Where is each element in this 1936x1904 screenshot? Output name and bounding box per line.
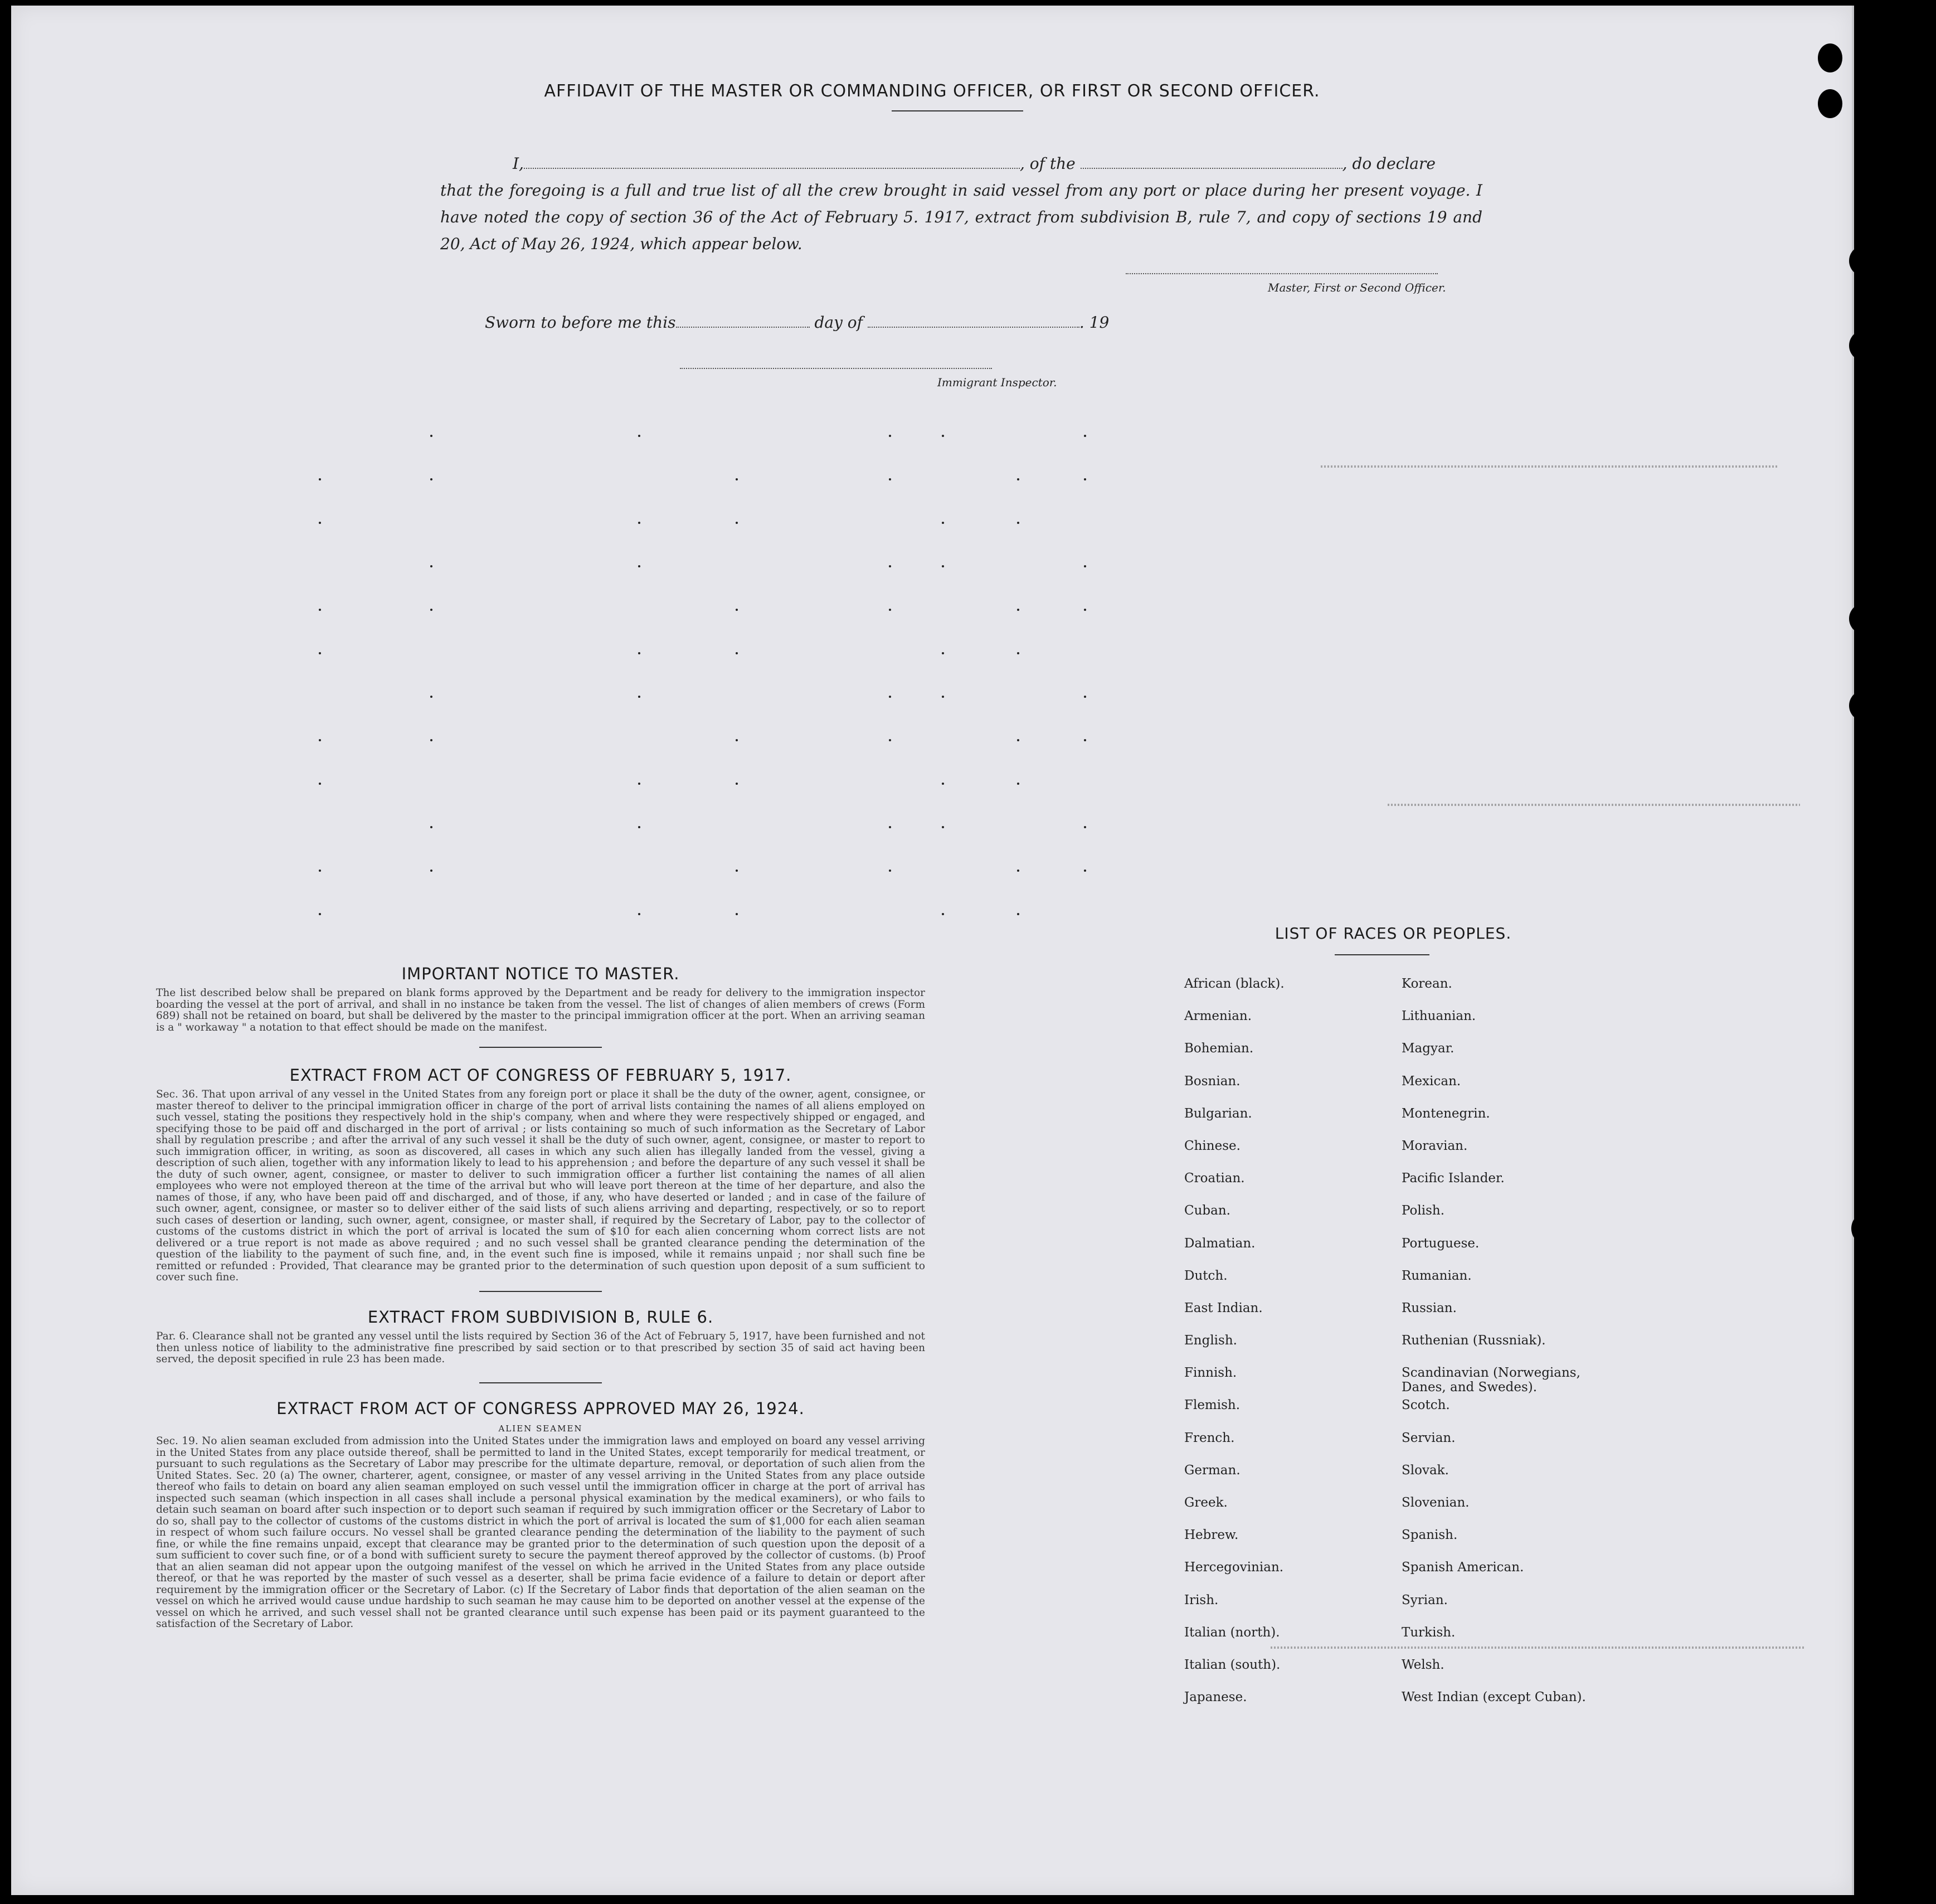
race-item: Russian. (1402, 1300, 1457, 1315)
sworn-line (485, 313, 1109, 332)
race-item: Hebrew. (1184, 1528, 1239, 1543)
races-right-column (1402, 977, 1602, 1722)
scan-speck (1084, 696, 1086, 698)
scan-speck (319, 783, 321, 785)
binder-hole (1858, 1574, 1883, 1603)
declarant-line (440, 150, 1482, 177)
binder-hole (1849, 245, 1880, 276)
race-item: Dutch. (1184, 1268, 1228, 1283)
scan-speck (889, 478, 891, 480)
of-the-label: , of the (1019, 154, 1076, 173)
binder-hole (1858, 1309, 1883, 1338)
race-item: Ruthenian (Russniak). (1402, 1333, 1546, 1348)
scan-speck (736, 783, 738, 785)
race-item: Italian (north). (1184, 1625, 1280, 1640)
scan-speck (889, 609, 891, 611)
scan-speck (942, 522, 944, 524)
scan-speck (638, 522, 640, 524)
vessel-field (1081, 168, 1342, 169)
race-item: Slovenian. (1402, 1495, 1470, 1510)
race-item: Rumanian. (1402, 1268, 1472, 1283)
scan-speck (736, 609, 738, 611)
race-item: Syrian. (1402, 1592, 1448, 1607)
scan-speck (1084, 478, 1086, 480)
race-item: East Indian. (1184, 1300, 1263, 1315)
scan-speck (1017, 783, 1019, 785)
master-signature-line (1126, 273, 1438, 274)
race-item: Mexican. (1402, 1074, 1461, 1089)
scan-speck (736, 739, 738, 741)
race-item: Greek. (1184, 1495, 1228, 1510)
scan-speck (1084, 609, 1086, 611)
race-item: Korean. (1402, 977, 1452, 991)
scan-speck (942, 435, 944, 437)
race-item: Lithuanian. (1402, 1009, 1476, 1024)
scan-speck (889, 435, 891, 437)
notice-rule (479, 1047, 602, 1048)
binder-hole (1849, 330, 1880, 361)
scan-speck (889, 826, 891, 828)
scan-speck (638, 696, 640, 698)
scan-speck (638, 435, 640, 437)
sworn-label: Sworn to before me this (485, 313, 676, 332)
race-item: Japanese. (1184, 1690, 1247, 1705)
act-1917-text: Sec. 36. That upon arrival of any vessel in the United States from any foreign port or place it shall be the duty of the owner, agent, consignee, or master thereof to deliver to the principal immigration officer in charge of the port of arrival lists containing the names of all aliens employed on such vessel, stating the positions they respectively hold in the ship's company, when and where they were respectively shipped or engaged, and specifying those to be paid off and discharged in the port of arrival ; or lists containing so much of such information as the Secretary of Labor shall by regulation prescribe ; and after the arrival of any such vessel it shall be the duty of such owner, agent, consignee, or master to report to such immigration officer, in writing, as soon as discovered, all cases in which any such alien has illegally landed from the vessel, giving a description of such alien, together with any information likely to lead to his apprehension ; and before the departure of any such vessel it shall be the duty of such owner, agent, consignee, or master to deliver to such immigration officer a further list containing the names of all alien employees who were not employed thereon at the time of the arrival but who will leave port thereon at the time of her departure, and also the names of those, if any, who have been paid off and discharged, and of those, if any, who have deserted or landed ; and in case of the failure of such owner, agent, consignee, or master so to deliver either of the said lists of such aliens arriving and departing, respectively, or so to report such cases of desertion or landing, such owner, agent, consignee, or master shall, if required by the Secretary of Labor, pay to the collector of customs of the customs district in which the port of arrival is located the sum of $10 for each alien concerning whom correct lists are not delivered or a true report is not made as above required ; and no such vessel shall be granted clearance pending the determination of the question of the liability to the payment of such fine, and, in the event such fine is imposed, while it remains unpaid ; nor shall such fine be remitted or refunded : Provided, That clearance may be granted prior to the determination of such question upon deposit of a sum sufficient to cover such fine. (156, 1089, 925, 1283)
race-item: Spanish American. (1402, 1560, 1524, 1575)
scan-smear (1271, 1646, 1806, 1649)
race-item: Finnish. (1184, 1366, 1237, 1381)
inspector-signature-line (680, 368, 992, 369)
race-item: Scandinavian (Norwegians, Danes, and Swedes). (1402, 1366, 1580, 1395)
scan-speck (889, 696, 891, 698)
binder-hole (1818, 43, 1842, 72)
binder-hole (1851, 1214, 1876, 1243)
scan-speck (638, 913, 640, 915)
race-item: English. (1184, 1333, 1237, 1348)
scan-speck (736, 652, 738, 654)
race-item: Servian. (1402, 1430, 1456, 1445)
race-item: Magyar. (1402, 1041, 1455, 1056)
scan-speck (736, 870, 738, 872)
inspector-signature-label: Immigrant Inspector. (937, 376, 1057, 389)
declaration-text: that the foregoing is a full and true list of all the crew brought in said vessel from any port or place during her present voyage. I have noted the copy of section 36 of the Act of February 5. 1917, extract from subdivision B, rule 7, and copy of sections 19 and 20, Act of May 26, 1924, which appear below. (440, 181, 1482, 253)
document-sheet (11, 6, 1853, 1895)
scan-speck (319, 913, 321, 915)
scan-speck (1017, 609, 1019, 611)
i-label: I, (513, 154, 524, 173)
do-declare-label: , do declare (1342, 154, 1436, 173)
scan-speck (736, 913, 738, 915)
scan-speck (638, 565, 640, 567)
scan-speck (736, 478, 738, 480)
rule-6-rule (479, 1382, 602, 1383)
scan-speck (430, 609, 432, 611)
sworn-month-field (868, 327, 1079, 328)
sworn-day-field (676, 327, 810, 328)
act-1924-title: EXTRACT FROM ACT OF CONGRESS APPROVED MAY 26, 1924. (276, 1399, 805, 1418)
scan-speck (319, 609, 321, 611)
races-left-column (1184, 977, 1374, 1722)
scan-speck (319, 739, 321, 741)
race-item: West Indian (except Cuban). (1402, 1690, 1586, 1705)
scan-speck (1017, 478, 1019, 480)
scan-speck (942, 696, 944, 698)
race-item: Italian (south). (1184, 1657, 1281, 1672)
race-item: Slovak. (1402, 1463, 1449, 1478)
race-item: Bulgarian. (1184, 1106, 1252, 1121)
title-rule (892, 110, 1023, 111)
race-item: Welsh. (1402, 1657, 1444, 1672)
race-item: Pacific Islander. (1402, 1171, 1505, 1186)
act-1924-subtitle: ALIEN SEAMEN (498, 1424, 583, 1434)
race-item: Hercegovinian. (1184, 1560, 1284, 1575)
scan-speck (430, 565, 432, 567)
scan-speck (889, 565, 891, 567)
scan-speck (942, 652, 944, 654)
race-item: Chinese. (1184, 1138, 1241, 1153)
scan-speck (1084, 870, 1086, 872)
rule-6-title: EXTRACT FROM SUBDIVISION B, RULE 6. (367, 1308, 714, 1327)
scan-speck (319, 652, 321, 654)
race-item: Dalmatian. (1184, 1236, 1256, 1251)
scan-speck (1017, 739, 1019, 741)
scan-speck (1017, 522, 1019, 524)
scan-speck (430, 435, 432, 437)
scan-smear (1321, 465, 1778, 468)
scan-speck (1084, 435, 1086, 437)
races-rule (1335, 954, 1429, 955)
race-item: French. (1184, 1430, 1235, 1445)
act-1917-title: EXTRACT FROM ACT OF CONGRESS OF FEBRUARY 5, 1917. (289, 1066, 792, 1085)
scan-speck (1017, 652, 1019, 654)
race-item: Turkish. (1402, 1625, 1456, 1640)
act-1924-text: Sec. 19. No alien seaman excluded from admission into the United States under the immigration laws and employed on board any vessel arriving in the United States from any place outside thereof, shall be permitted to land in the United States, except temporarily for medical treatment, or pursuant to such regulations as the Secretary of Labor may prescribe for the ultimate departure, removal, or deportation of such alien from the United States. Sec. 20 (a) The owner, charterer, agent, consignee, or master of any vessel arriving in the United States from any place outside thereof who fails to detain on board any alien seaman employed on such vessel until the immigration officer in charge at the port of arrival has inspected such seaman (which inspection in all cases shall include a personal physical examination by the medical examiners), or who fails to detain such seaman on board after such inspection or to deport such seaman if required by such immigration officer or the Secretary of Labor to do so, shall pay to the collector of customs of the customs district in which the port of arrival is located the sum of $1,000 for each alien seaman in respect of whom such failure occurs. No vessel shall be granted clearance pending the determination of the liability to the payment of such fine, or while the fine remains unpaid, except that clearance may be granted prior to the determination of such question upon the deposit of a sum sufficient to cover such fine, or of a bond with sufficient surety to secure the payment thereof approved by the collector of customs. (b) Proof that an alien seaman did not appear upon the outgoing manifest of the vessel on which he arrived in the United States from any place outside thereof, or that he was reported by the master of such vessel as a deserter, shall be prima facie evidence of a failure to detain or deport after requirement by the immigration officer or the Secretary of Labor. (c) If the Secretary of Labor finds that deportation of the alien seaman on the vessel on which he arrived would cause undue hardship to such seaman he may cause him to be deported on another vessel at the expense of the vessel on which he arrived, and such vessel shall not be granted clearance until such expense has been paid or its payment guaranteed to the satisfaction of the Secretary of Labor. (156, 1435, 925, 1630)
notice-text: The list described below shall be prepared on blank forms approved by the Department and be ready for delivery to the immigration inspector boarding the vessel at the port of arrival, and shall in no instance be taken from the vessel. The list of changes of alien members of crews (Form 689) shall not be retained on board, but shall be delivered by the master to the principal immigration officer at the port. When an arriving seaman is a " workaway " a notation to that effect should be made on the manifest. (156, 987, 925, 1033)
scan-speck (1017, 870, 1019, 872)
master-signature-label: Master, First or Second Officer. (1268, 281, 1446, 294)
scan-speck (430, 478, 432, 480)
affidavit-body (440, 150, 1482, 258)
race-item: Portuguese. (1402, 1236, 1480, 1251)
scan-speck (638, 652, 640, 654)
scan-speck (1017, 913, 1019, 915)
scan-speck (942, 565, 944, 567)
race-item: Bosnian. (1184, 1074, 1241, 1089)
day-of-label: day of (814, 313, 863, 332)
race-item: African (black). (1184, 977, 1285, 991)
scan-speck (736, 522, 738, 524)
scan-speck (319, 870, 321, 872)
race-item: Polish. (1402, 1203, 1445, 1218)
race-item: Bohemian. (1184, 1041, 1254, 1056)
scan-speck (942, 783, 944, 785)
scan-speck (638, 826, 640, 828)
race-item: Armenian. (1184, 1009, 1252, 1024)
scan-speck (889, 870, 891, 872)
binder-hole (1858, 1665, 1883, 1694)
race-item: Montenegrin. (1402, 1106, 1490, 1121)
scan-speck (319, 478, 321, 480)
scan-speck (1084, 565, 1086, 567)
rule-6-text: Par. 6. Clearance shall not be granted any vessel until the lists required by Section 36 of the Act of February 5, 1917, have been furnished and not then unless notice of liability to the administrative fine prescribed by said section or to that prescribed by section 35 of said act having been served, the deposit specified in rule 23 has been made. (156, 1330, 925, 1365)
scan-speck (430, 870, 432, 872)
scan-smear (1388, 804, 1800, 806)
scan-speck (430, 739, 432, 741)
notice-title: IMPORTANT NOTICE TO MASTER. (401, 964, 680, 983)
binder-hole (1818, 89, 1842, 118)
race-item: Croatian. (1184, 1171, 1245, 1186)
race-item: Moravian. (1402, 1138, 1468, 1153)
scan-speck (942, 826, 944, 828)
scan-speck (430, 826, 432, 828)
race-item: Cuban. (1184, 1203, 1230, 1218)
races-title: LIST OF RACES OR PEOPLES. (1275, 924, 1512, 943)
scan-speck (319, 522, 321, 524)
binder-hole (1849, 690, 1880, 721)
race-item: Scotch. (1402, 1398, 1450, 1413)
race-item: Spanish. (1402, 1528, 1458, 1543)
scan-speck (889, 739, 891, 741)
binder-hole (1849, 603, 1880, 634)
year-label: . 19 (1079, 313, 1110, 332)
race-item: Flemish. (1184, 1398, 1241, 1413)
name-field (524, 168, 1020, 169)
affidavit-title: AFFIDAVIT OF THE MASTER OR COMMANDING OFFICER, OR FIRST OR SECOND OFFICER. (544, 81, 1320, 101)
scan-speck (942, 913, 944, 915)
race-item: German. (1184, 1463, 1241, 1478)
act-1917-rule (479, 1291, 602, 1292)
scan-speck (638, 783, 640, 785)
scan-speck (430, 696, 432, 698)
scan-speck (1084, 826, 1086, 828)
scan-speck (1084, 739, 1086, 741)
race-item: Irish. (1184, 1592, 1219, 1607)
